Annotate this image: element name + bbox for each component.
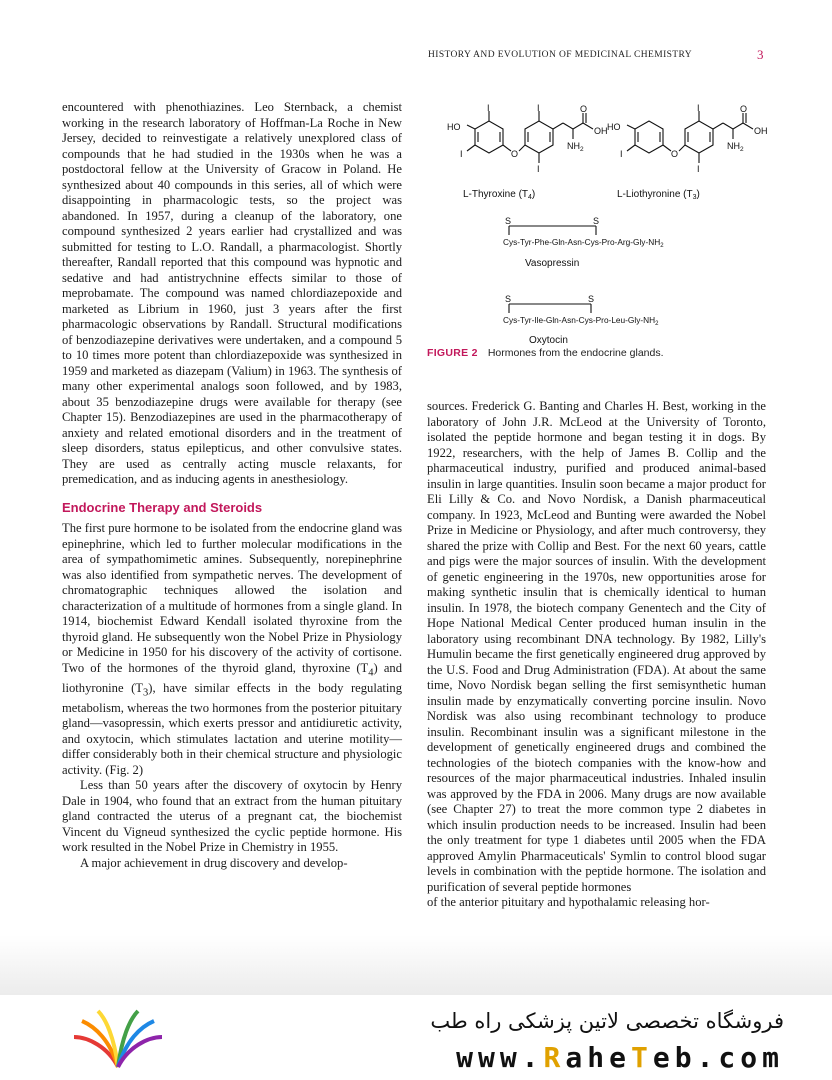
liothyronine-i-2: I [697, 103, 700, 113]
thyroxine-i-3: I [537, 103, 540, 113]
liothyronine-nh2: $NH_2$ [727, 141, 744, 153]
thyroxine-ho: HO [447, 122, 461, 132]
thyroxine-oh: OH [594, 126, 608, 136]
liothyronine-ho: HO [607, 122, 621, 132]
figure-caption [427, 347, 664, 359]
liothyronine-o: O [671, 149, 679, 159]
thyroxine-label: L-Thyroxine $(T_4)$ [463, 189, 536, 201]
vasopressin-s-1: S [505, 216, 512, 226]
store-watermark [0, 995, 832, 1080]
paragraph-2-part-b: ) and liothyronine (T [62, 660, 403, 695]
page-number: 3 [757, 47, 764, 62]
thyroxine-o: O [511, 149, 519, 159]
left-paragraph-1: encountered with phenothiazines. Leo Sternback, a chemist working in the research laboratory of Hoffman-La Roche in New Jersey, decided to reinvestigate a relatively unexplored class of compounds that he had studied in the 1930s when he was a postdoctoral fellow at the University of Gracow in Poland. He synthesized about 40 compounds in this series, all of which were disappointing in pharmacologic tests, so the project was abandoned. In 1957, during a cleanup of the laboratory, one compound synthesized 2 years earlier had crystallized and was submitted for testing to L.O. Randall, a pharmacologist. Shortly thereafter, Randall reported that this compound was hypnotic and sedative and had antistrychnine effects similar to those of meprobamate. The compound was named chlordiazepoxide and marketed as Librium in 1960, just 3 years after the first pharmacologic observations by Randall. Structural modifications of benzodiazepine derivatives were undertaken, and a compound 5 to 10 times more potent than chlordiazepoxide was synthesized in 1959 and marketed as diazepam (Valium) in 1963. The synthesis of many other experimental analogs soon followed, and by 1983, about 35 benzodiazepine drugs were available for therapy (see Chapter 15). Benzodiazepines are used in the pharmacotherapy of anxiety and related emotional disorders and in the treatment of sleep disorders, status epilepticus, and other convulsive states. They are used as centrally acting muscle relaxants, for premedication, and as inducing agents in anesthesiology. [62, 100, 402, 486]
oxytocin-sequence: Cys-$Tyr-Ile-Gln-Asn-Cys-Pro-Leu-Gly-NH_2$ [503, 315, 659, 327]
left-paragraph-3: Less than 50 years after the discovery of oxytocin by Henry Dale in 1904, who found that an extract from the human pituitary gland contracted the uterus of a pregnant cat, the biochemist Vincent du Vigneud synthesized the cyclic peptide hormone. His work resulted in the Nobel Prize in Chemistry in 1955. [62, 778, 402, 855]
section-heading: Endocrine Therapy and Steroids [62, 499, 263, 515]
oxytocin-s-1: S [505, 294, 512, 304]
vasopressin-sequence: Cys-$Tyr-Phe-Gln-Asn-Cys-Pro-Arg-Gly-NH_2$ [503, 237, 664, 249]
right-column [427, 399, 766, 911]
oxytocin-s-2: S [588, 294, 595, 304]
paragraph-2-part-a: The first pure hormone to be isolated from the endocrine gland was epinephrine, which led to further molecular modifications in the area of sympathomimetic amines. Subsequently, norepinephrine was also identified from sympathetic nerves. The development of chromatographic techniques allowed the isolation and characterization of a multitude of hormones from a single gland. In 1914, biochemist Edward Kendall isolated thyroxine from the thyroid gland. He subsequently won the Nobel Prize in Physiology or Medicine in 1950 for his discovery of the activity of cortisone. Two of the hormones of the thyroid gland, thyroxine (T [62, 521, 402, 675]
left-paragraph-2 [62, 521, 402, 778]
liothyronine-i-3: I [697, 164, 700, 174]
thyroxine-i-1: I [487, 103, 490, 113]
vasopressin-name: Vasopressin [525, 258, 580, 269]
store-name: فروشگاه تخصصی لاتین پزشکی راه طب [430, 1009, 784, 1033]
thyroxine-i-4: I [537, 164, 540, 174]
left-column [62, 100, 402, 871]
t4-subscript: 4 [368, 667, 374, 679]
oxytocin-name: Oxytocin [529, 335, 568, 346]
store-url: www.RaheTeb.com [456, 1041, 784, 1074]
liothyronine-ring-b [685, 121, 713, 153]
t3-subscript: 3 [143, 687, 149, 699]
thyroxine-i-2: I [460, 149, 463, 159]
book-logo-icon [68, 1007, 168, 1075]
liothyronine-o-carbonyl: O [740, 104, 748, 114]
thyroxine-o-carbonyl: O [580, 104, 588, 114]
thyroxine-nh2: $NH_2$ [567, 141, 584, 153]
liothyronine-ring-a [635, 121, 663, 153]
thyroxine-ring-b [525, 121, 553, 153]
figure-2-structures [427, 96, 797, 368]
thyroxine-ring-a [475, 121, 503, 153]
liothyronine-i-1: I [620, 149, 623, 159]
left-paragraph-4-cut: A major achievement in drug discovery and develop- [80, 855, 348, 870]
right-paragraph-1-cut: of the anterior pituitary and hypothalamic releasing hor- [427, 895, 710, 909]
bottom-fade [0, 935, 832, 995]
liothyronine-oh: OH [754, 126, 768, 136]
figure-caption-text: Hormones from the endocrine glands. [487, 347, 664, 359]
right-paragraph-1: sources. Frederick G. Banting and Charles H. Best, working in the laboratory of John J.R. McLeod at the University of Toronto, isolated the peptide hormone and began testing it in dogs. By 1922, researchers, with the help of James B. Collip and the pharmaceutical industry, purified and produced animal-based insulin in large quantities. Insulin soon became a major product for Eli Lilly & Co. and Novo Nordisk, a Danish pharmaceutical company. In 1923, McLeod and Bunting were awarded the Nobel Prize in Medicine or Physiology, and after much controversy, they shared the prize with Collip and Best. For the next 60 years, cattle and pigs were the major sources of insulin. With the development of genetic engineering in the 1970s, new opportunities arose for making synthetic insulin that is chemically identical to human insulin. In 1978, the biotech company Genentech and the City of Hope National Medical Center produced human insulin in the laboratory using recombinant DNA technology. By 1982, Lilly's Humulin became the first genetically engineered drug approved by the U.S. Food and Drug Administration (FDA). At about the same time, Novo Nordisk began selling the first semisynthetic human insulin made by enzymatically converting porcine insulin. Novo Nordisk was also using recombinant technology to produce insulin. Recombinant insulin was a significant milestone in the development of genetically engineered drugs and combined the technologies of the biotech companies with the know-how and resources of the major pharmaceutical industries. Inhaled insulin was approved by the FDA in 2006. Many drugs are now available (see Chapter 27) to treat the more common type 2 diabetes in which insulin production needs to be increased. Insulin had been the only treatment for type 1 diabetes until 2005 when the FDA approved Amylin Pharmaceuticals' Symlin to control blood sugar levels in combination with the peptide hormone. The isolation and purification of several peptide hormones [427, 399, 766, 894]
running-title: HISTORY AND EVOLUTION OF MEDICINAL CHEMISTRY [428, 50, 692, 60]
figure-label: FIGURE 2 [427, 347, 478, 359]
vasopressin-s-2: S [593, 216, 600, 226]
liothyronine-label: L-Liothyronine $(T_3)$ [617, 189, 700, 201]
paragraph-2-part-c: ), have similar effects in the body regulating metabolism, whereas the two hormones from the posterior pituitary gland—vasopressin, which exerts pressor and antidiuretic activity, and oxytocin, which stimulates lactation and uterine motility—differ considerably both in their chemical structure and physiologic activity. (Fig. 2) [62, 680, 402, 777]
